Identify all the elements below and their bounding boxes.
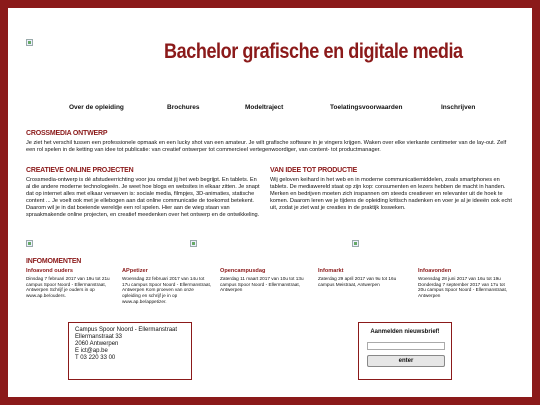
image-placeholder-1 [26,240,33,247]
address-box [68,322,192,380]
idee-productie-text: Wij geloven keihard in het web en in moderne communicatiemiddelen, zoals smartphones en tablets. De mediawereld staat op zijn kop: consumenten en lezers hebben de macht in handen. Merken en bedrijven moeten zich inspannen om steeds creatiever en relevanter uit de hoek te komen. Daarom leren we je tijdens de opleiding kritisch nadenken en voer je al je ideeën ook echt uit, zodat je ziet wat je creaties in de praktijk losweken. [270,177,512,212]
event-text: Dinsdag 7 februari 2017 van 19u tot 21u campus Spoor Noord - Ellermanstraat, Antwerpen Schrijf je ouders in op www.ap.be/ouders. [26,276,110,299]
image-placeholder-2 [190,240,197,247]
idee-productie-title: VAN IDEE TOT PRODUCTIE [270,167,358,174]
image-placeholder-3 [352,240,359,247]
nav-item-modeltraject[interactable]: Modeltraject [245,104,284,111]
event-title: Opencampusdag [220,268,266,274]
newsletter-title: Aanmelden nieuwsbrief! [370,329,440,335]
nav-item-toelatingsvoorwaarden[interactable]: Toelatingsvoorwaarden [330,104,403,111]
main-nav [8,104,532,116]
infomomenten-title: INFOMOMENTEN [26,258,82,265]
nav-item-brochures[interactable]: Brochures [167,104,200,111]
address-line: 2060 Antwerpen [75,341,119,347]
crossmedia-text: Je ziet het verschil tussen een professionele opmaak en een lucky shot van een amateur. Je wilt grafische software in je vingers krijgen. Waken over elke vierkante centimeter van de lay-out. Zelf een rol spelen in de ketting van idee tot publicatie: van creatief ontwerper tot commercieel vertegenwoordiger, van content- tot productmanager. [26,140,507,154]
site-title: Bachelor grafische en digitale media [164,40,463,63]
newsletter-enter-button[interactable]: enter [367,355,445,367]
creatieve-online-text: Crossmedia-ontwerp is dé afstudeerrichting voor jou omdat jij het web begrijpt. En tablets. En al die andere moderne technologieën. Je weet hoe blogs en websites in elkaar zitten. Je snapt dat op internet alles met elkaar verweven is: sociale media, filmpjes, 3D-animaties, statische content ... Je voelt ook met je ellebogen aan dat online communicatie de toekomst betekent. Daarom wil je in dat boeiende wereldje een rol spelen. Hier aan de wieg staan van spraakmakende online projecten, en creatief meedenken over het ontwerp en de ontwikkeling. [26,177,260,219]
nav-item-inschrijven[interactable]: Inschrijven [441,104,476,111]
event-text: Woensdag 22 februari 2017 van 14u tot 17u campus Spoor Noord - Ellermanstraat, Antwerpen Kom proeven van onze opleiding en schrijf je in op www.ap.be/appetizer. [122,276,212,304]
event-title: Infoavond ouders [26,268,73,274]
newsletter-box [358,322,452,380]
address-phone: T 03 220 33 00 [75,355,116,361]
event-text: Zaterdag 29 april 2017 van 9u tot 16u campus Meistraat, Antwerpen [318,276,397,287]
page [8,8,532,397]
address-line: Ellermanstraat 33 [75,334,123,340]
event-text: Zaterdag 11 maart 2017 van 10u tot 13u campus Spoor Noord - Ellermanstraat, Antwerpen [220,276,304,293]
event-title: APpetizer [122,268,148,274]
logo-image [26,39,33,46]
event-title: Infomarkt [318,268,344,274]
address-line: Campus Spoor Noord - Ellermanstraat [75,327,178,333]
creatieve-online-title: CREATIEVE ONLINE PROJECTEN [26,167,134,174]
event-text: Woensdag 28 juni 2017 van 16u tot 19u Donderdag 7 september 2017 van 17u tot 20u campus Spoor Noord - Ellermanstraat, Antwerpen [418,276,508,299]
address-email: E ict@ap.be [75,348,108,354]
nav-item-over-de-opleiding[interactable]: Over de opleiding [69,104,124,111]
newsletter-email-input[interactable] [367,342,445,350]
event-title: Infoavonden [418,268,452,274]
crossmedia-title: CROSSMEDIA ONTWERP [26,130,108,137]
